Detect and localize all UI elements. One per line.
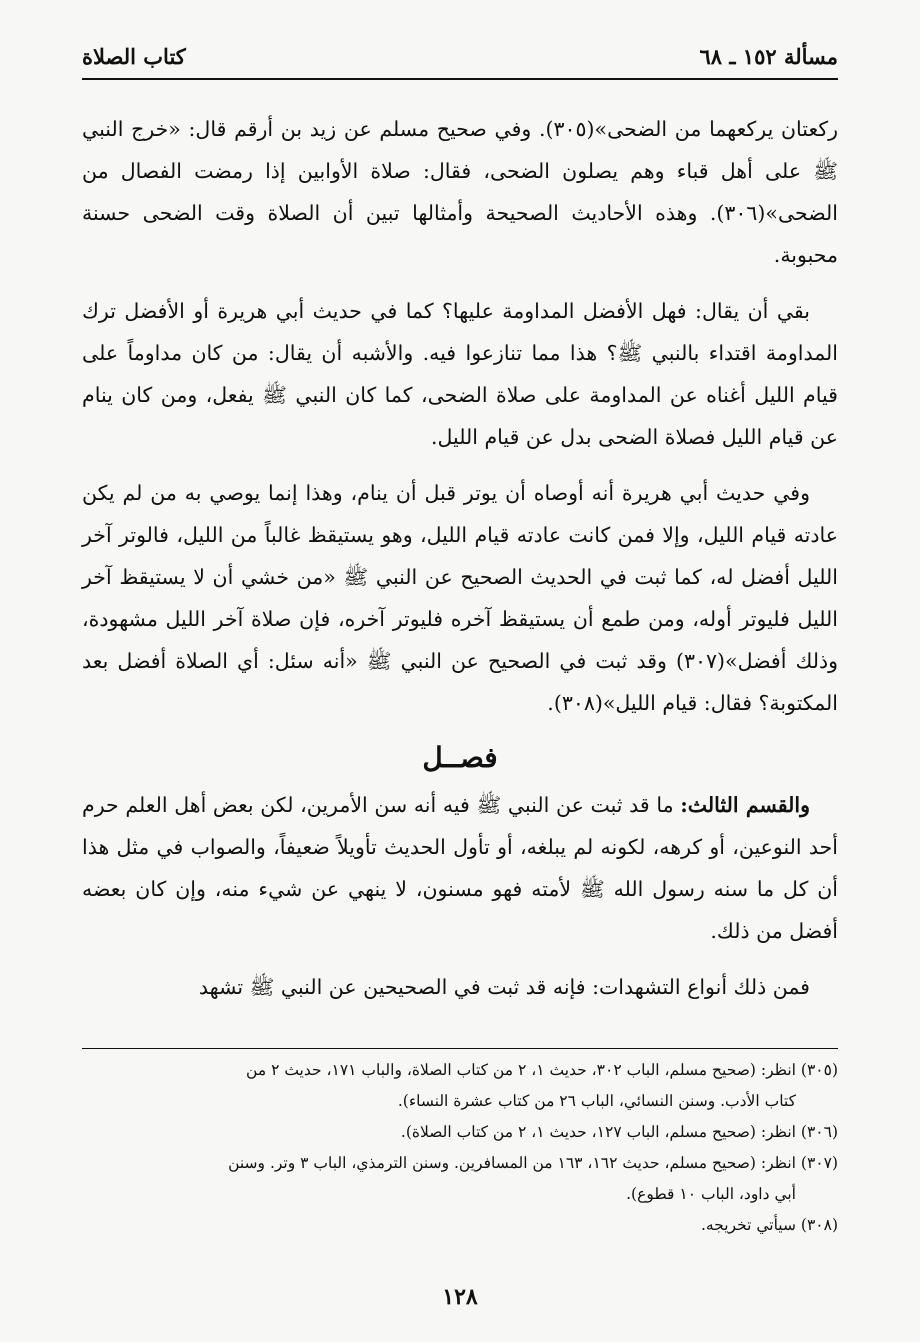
footnotes (82, 1048, 838, 1241)
footnote-307-continued: أبي داود، الباب ١٠ قطوع). (626, 1185, 796, 1203)
paragraph-3: وفي حديث أبي هريرة أنه أوصاه أن يوتر قبل أن ينام، وهذا إنما يوصي به من لم يكن عادته قيام الليل، وإلا فمن كانت عادته قيام الليل، وهو يستيقظ غالباً من الليل، فالوتر آخر الليل أفضل له، كما ثبت في الحديث الصحيح عن النبي ﷺ «من خشي أن لا يستيقظ آخر الليل فليوتر أوله، ومن طمع أن يستيقظ آخره فليوتر آخره، فإن صلاة آخر الليل مشهودة، وذلك أفضل»(٣٠٧) وقد ثبت في الصحيح عن النبي ﷺ «أنه سئل: أي الصلاة أفضل بعد المكتوبة؟ فقال: قيام الليل»(٣٠٨). (82, 481, 839, 715)
footnote-305-continued: كتاب الأدب. وسنن النسائي، الباب ٢٦ من كتاب عشرة النساء). (397, 1092, 796, 1110)
main-text (82, 108, 838, 1008)
paragraph-5: فمن ذلك أنواع التشهدات: فإنه قد ثبت في الصحيحين عن النبي ﷺ تشهد (198, 975, 810, 999)
header-issue-number: مسألة ١٥٢ ـ ٦٨ (699, 44, 838, 69)
footnote-306: (٣٠٦) انظر: (صحيح مسلم، الباب ١٢٧، حديث ١، ٢ من كتاب الصلاة). (400, 1123, 838, 1141)
paragraph-4-lead: والقسم الثالث: (680, 793, 810, 817)
page-header (82, 38, 838, 80)
footnote-305: (٣٠٥) انظر: (صحيح مسلم، الباب ٣٠٢، حديث ١، ٢ من كتاب الصلاة، والباب ١٧١، حديث ٢ من (246, 1061, 838, 1079)
section-heading: فصــل (422, 741, 498, 774)
paragraph-4 (82, 784, 838, 952)
header-book-title: كتاب الصلاة (82, 44, 186, 69)
paragraph-2: بقي أن يقال: فهل الأفضل المداومة عليها؟ كما في حديث أبي هريرة أو الأفضل ترك المداومة اقتداء بالنبي ﷺ؟ هذا مما تنازعوا فيه. والأشبه أن يقال: من كان مداوماً على قيام الليل أغناه عن المداومة على صلاة الضحى، كما كان النبي ﷺ يفعل، ومن كان ينام عن قيام الليل فصلاة الضحى بدل عن قيام الليل. (82, 299, 838, 449)
footnote-308: (٣٠٨) سيأتي تخريجه. (701, 1216, 838, 1234)
paragraph-1: ركعتان يركعهما من الضحى»(٣٠٥). وفي صحيح مسلم عن زيد بن أرقم قال: «خرج النبي ﷺ على أهل قباء وهم يصلون الضحى، فقال: صلاة الأوابين إذا رمضت الفصال من الضحى»(٣٠٦). وهذه الأحاديث الصحيحة وأمثالها تبين أن الصلاة وقت الضحى حسنة محبوبة. (82, 117, 839, 267)
paragraph-4-text: ما قد ثبت عن النبي ﷺ فيه أنه سن الأمرين، لكن بعض أهل العلم حرم أحد النوعين، أو كرهه، لكونه لم يبلغه، أو تأول الحديث تأويلاً ضعيفاً، والصواب في مثل هذا أن كل ما سنه رسول الله ﷺ لأمته فهو مسنون، لا ينهي عن شيء منه، وإن كان بعضه أفضل من ذلك. (82, 793, 838, 943)
page-number: ١٢٨ (442, 1284, 478, 1310)
footnote-307: (٣٠٧) انظر: (صحيح مسلم، حديث ١٦٢، ١٦٣ من المسافرين. وسنن الترمذي، الباب ٣ وتر. وسنن (228, 1154, 838, 1172)
